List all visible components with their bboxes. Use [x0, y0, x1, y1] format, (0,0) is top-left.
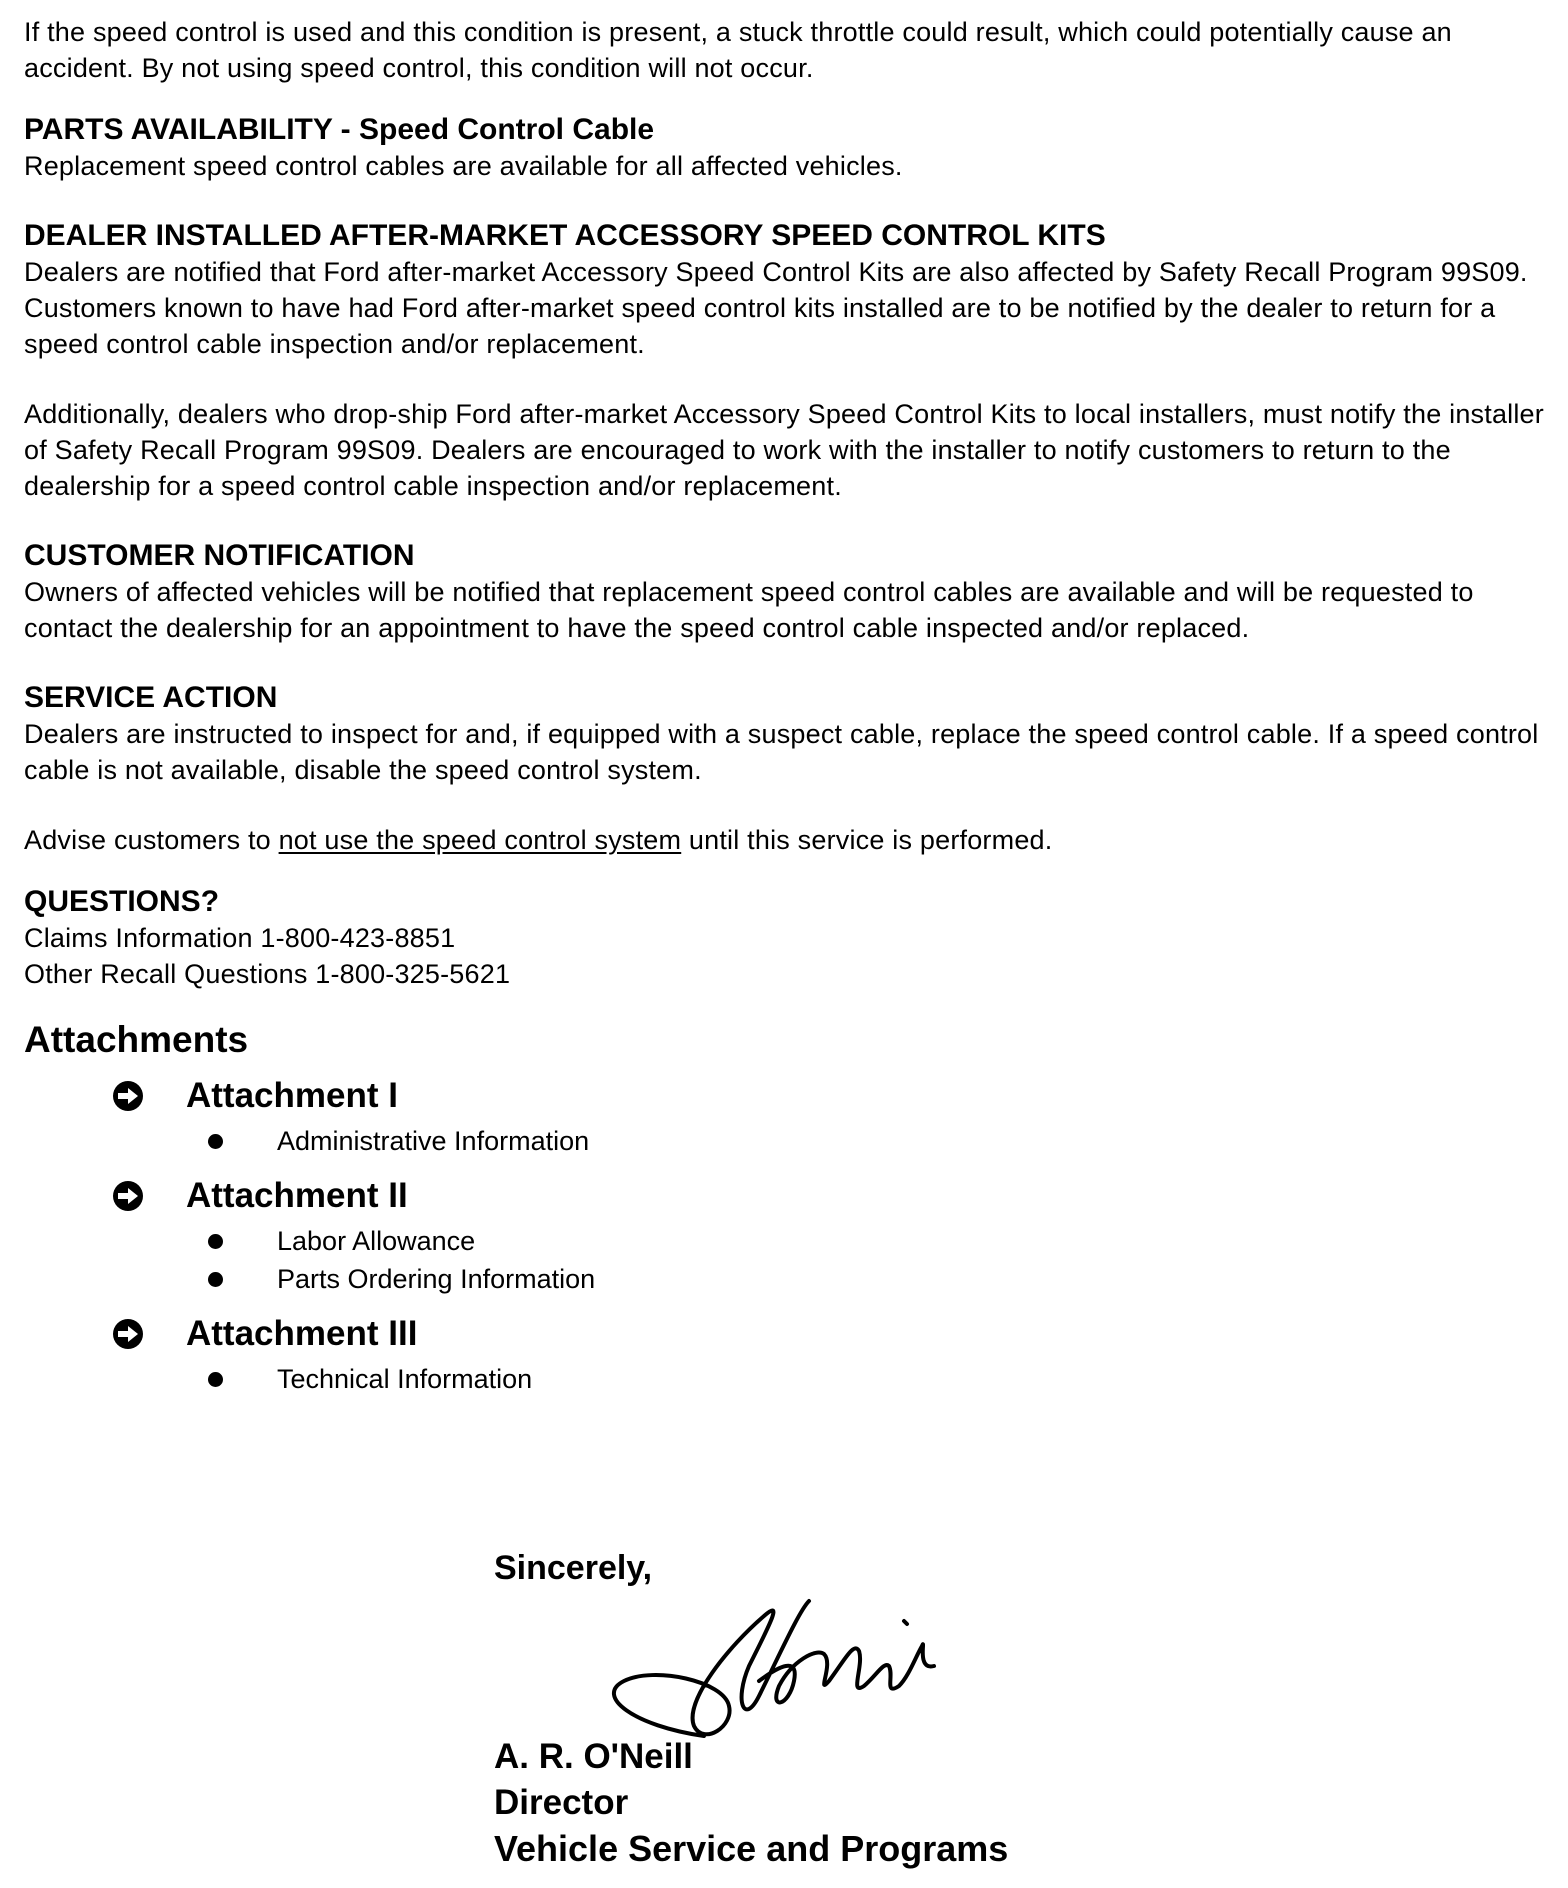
- other-recall-questions: Other Recall Questions 1-800-325-5621: [24, 959, 511, 989]
- circled-arrow-icon: [112, 1180, 144, 1212]
- parts-availability-text: Replacement speed control cables are available for all affected vehicles.: [24, 151, 903, 181]
- attachment-item-label: Labor Allowance: [277, 1225, 476, 1256]
- document-page: [24, 14, 1549, 1408]
- questions-heading: QUESTIONS?: [24, 885, 220, 918]
- attachment-item-label: Parts Ordering Information: [277, 1263, 596, 1294]
- circled-arrow-icon: [112, 1318, 144, 1350]
- bullet-icon: [208, 1134, 223, 1149]
- service-action-text: Dealers are instructed to inspect for and, if equipped with a suspect cable, replace the speed control cable. If a speed control cable is not available, disable the speed control system.: [24, 719, 1539, 785]
- advise-prefix: Advise customers to: [24, 825, 279, 855]
- attachment-group: [24, 1170, 1549, 1298]
- handwritten-signature: [554, 1586, 954, 1756]
- attachment-row: [24, 1308, 1549, 1360]
- questions-section: [24, 884, 1549, 992]
- service-action-section: [24, 680, 1549, 788]
- attachment-item: [24, 1122, 1549, 1160]
- bullet-icon: [208, 1272, 223, 1287]
- signatory-department: Vehicle Service and Programs: [494, 1828, 1009, 1869]
- attachment-group: [24, 1070, 1549, 1160]
- attachment-item: [24, 1222, 1549, 1260]
- intro-paragraph: If the speed control is used and this condition is present, a stuck throttle could result, which could potentially cause an accident. By not using speed control, this condition will not occur.: [24, 17, 1452, 83]
- bullet-icon: [208, 1372, 223, 1387]
- advise-underlined-text: not use the speed control system: [278, 825, 682, 855]
- dealer-installed-additional-section: [24, 396, 1549, 504]
- signatory-title: Director: [494, 1783, 629, 1822]
- intro-section: [24, 14, 1549, 86]
- attachment-item: [24, 1360, 1549, 1398]
- signatory-name: A. R. O'Neill: [494, 1737, 693, 1776]
- signatory-details: [494, 1734, 1008, 1872]
- dealer-installed-heading: DEALER INSTALLED AFTER-MARKET ACCESSORY SPEED CONTROL KITS: [24, 219, 1106, 252]
- customer-notification-heading: CUSTOMER NOTIFICATION: [24, 539, 415, 572]
- attachment-row: [24, 1170, 1549, 1222]
- advise-section: [24, 822, 1549, 858]
- service-action-heading: SERVICE ACTION: [24, 681, 278, 714]
- attachment-item: [24, 1260, 1549, 1298]
- customer-notification-text: Owners of affected vehicles will be notified that replacement speed control cables are available and will be requested to contact the dealership for an appointment to have the speed control cable inspected and/or replaced.: [24, 577, 1474, 643]
- attachment-group: [24, 1308, 1549, 1398]
- attachment-label: Attachment I: [186, 1076, 398, 1115]
- parts-availability-heading-prefix: PARTS AVAILABILITY -: [24, 113, 359, 146]
- attachment-item-label: Technical Information: [277, 1363, 533, 1394]
- advise-suffix: until this service is performed.: [681, 825, 1053, 855]
- signature-block: [494, 1548, 1094, 1869]
- parts-availability-heading: [24, 112, 1549, 148]
- attachment-item-label: Administrative Information: [277, 1125, 590, 1156]
- attachment-label: Attachment II: [186, 1176, 408, 1215]
- attachments-section: [24, 1018, 1549, 1398]
- closing-salutation: Sincerely,: [494, 1549, 653, 1587]
- dealer-installed-section: [24, 218, 1549, 362]
- attachment-row: [24, 1070, 1549, 1122]
- claims-information: Claims Information 1-800-423-8851: [24, 923, 456, 953]
- bullet-icon: [208, 1234, 223, 1249]
- parts-availability-heading-suffix: Speed Control Cable: [359, 113, 655, 146]
- advise-paragraph: [24, 822, 1549, 858]
- parts-availability-section: [24, 112, 1549, 184]
- dealer-installed-paragraph-2: Additionally, dealers who drop-ship Ford after-market Accessory Speed Control Kits to local installers, must notify the installer of Safety Recall Program 99S09. Dealers are encouraged to work with the installer to notify customers to return to the dealership for a speed control cable inspection and/or replacement.: [24, 399, 1544, 501]
- attachments-title: Attachments: [24, 1019, 249, 1060]
- customer-notification-section: [24, 538, 1549, 646]
- dealer-installed-paragraph-1: Dealers are notified that Ford after-market Accessory Speed Control Kits are also affected by Safety Recall Program 99S09. Customers known to have had Ford after-market speed control kits installed are to be notified by the dealer to return for a speed control cable inspection and/or replacement.: [24, 257, 1528, 359]
- attachment-label: Attachment III: [186, 1314, 418, 1353]
- circled-arrow-icon: [112, 1080, 144, 1112]
